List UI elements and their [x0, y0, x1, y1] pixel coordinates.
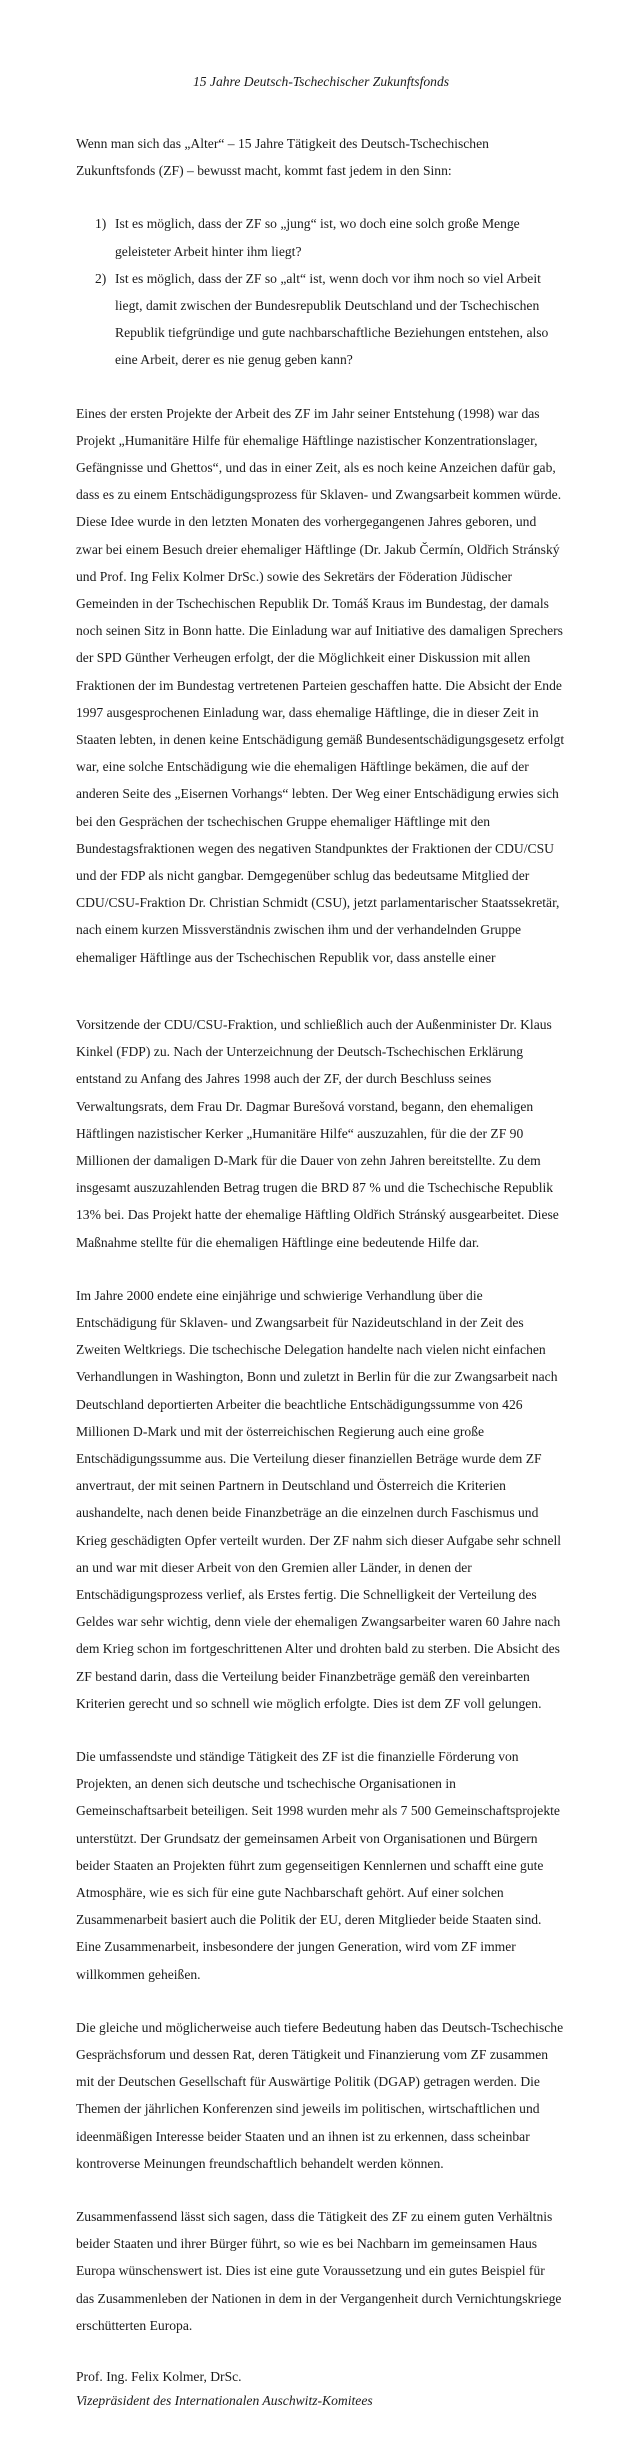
intro-text: Wenn man sich das „Alter“ – 15 Jahre Tätigkeit des Deutsch-Tschechischen Zukunftsfonds (ZF) – bewusst macht, kommt fast jedem in den Sinn:	[76, 136, 489, 179]
paragraph-2	[76, 1011, 566, 1256]
question-number: 1)	[95, 216, 107, 232]
paragraph-text: Vorsitzende der CDU/CSU-Fraktion, und schließlich auch der Außenminister Dr. Klaus Kinkel (FDP) zu. Nach der Unterzeichnung der Deutsch-Tschechischen Erklärung entstand zu Anfang des Jahres 1998 auch der ZF, der durch Beschluss seines Verwaltungsrats, dem Frau Dr. Dagmar Burešová vorstand, begann, den ehemaligen Häftlingen nazistischer Kerker „Humanitäre Hilfe“ auszuzahlen, für die der ZF 90 Millionen der damaligen D-Mark für die Dauer von zehn Jahren bereitstellte. Zu dem insgesamt auszuzahlenden Betrag trugen die BRD 87 % und die Tschechische Republik 13% bei. Das Projekt hatte der ehemalige Häftling Oldřich Stránský ausgearbeitet. Diese Maßnahme stellte für die ehemaligen Häftlinge eine bedeutende Hilfe dar.	[76, 1016, 559, 1250]
signature-name: Prof. Ing. Felix Kolmer, DrSc.	[76, 2369, 242, 2385]
paragraph-text: Eines der ersten Projekte der Arbeit des ZF im Jahr seiner Entstehung (1998) war das Projekt „Humanitäre Hilfe für ehemalige Häftlinge nazistischer Konzentrationslager, Gefängnisse und Ghettos“, und das in einer Zeit, als es noch keine Anzeichen dafür gab, dass es zu einem Entschädigungsprozess für Sklaven- und Zwangsarbeit kommen würde. Diese Idee wurde in den letzten Monaten des vorhergegangenen Jahres geboren, und zwar bei einem Besuch dreier ehemaliger Häftlinge (Dr. Jakub Čermín, Oldřich Stránský und Prof. Ing Felix Kolmer DrSc.) sowie des Sekretärs der Föderation Jüdischer Gemeinden in der Tschechischen Republik Dr. Tomáš Kraus im Bundestag, der damals noch seinen Sitz in Bonn hatte. Die Einladung war auf Initiative des damaligen Sprechers der SPD Günther Verheugen erfolgt, der die Möglichkeit einer Diskussion mit allen Fraktionen der im Bundestag vertretenen Parteien geschaffen hatte. Die Absicht der Ende 1997 ausgesprochenen Einladung war, dass ehemalige Häftlinge, die in dieser Zeit in Staaten lebten, in denen keine Entschädigung gemäß Bundesentschädigungsgesetz erfolgt war, eine solche Entschädigung wie die ehemaligen Häftlinge bekämen, die auf der anderen Seite des „Eisernen Vorhangs“ lebten. Der Weg einer Entschädigung erwies sich bei den Gesprächen der tschechischen Gruppe ehemaliger Häftlinge mit den Bundestagsfraktionen wegen des negativen Standpunktes der Fraktionen der CDU/CSU und der FDP als nicht gangbar. Demgegenüber schlug das bedeutsame Mitglied der CDU/CSU-Fraktion Dr. Christian Schmidt (CSU), jetzt parlamentarischer Staatssekretär, nach einem kurzen Missverständnis zwischen ihm und der verhandelnden Gruppe ehemaliger Häftlinge aus der Tschechischen Republik vor, dass anstelle einer	[76, 405, 565, 965]
question-text: Ist es möglich, dass der ZF so „jung“ ist, wo doch eine solch große Menge geleisteter Arbeit hinter ihm liegt?	[115, 216, 520, 259]
paragraph-1	[76, 400, 566, 971]
signature-role: Vizepräsident des Internationalen Auschwitz-Komitees	[76, 2393, 373, 2409]
paragraph-text: Zusammenfassend lässt sich sagen, dass die Tätigkeit des ZF zu einem guten Verhältnis beider Staaten und ihrer Bürger führt, so wie es bei Nachbarn im gemeinsamen Haus Europa wünschenswert ist. Dies ist eine gute Voraussetzung und ein gutes Beispiel für das Zusammenleben der Nationen in dem in der Vergangenheit durch Vernichtungskriege erschütterten Europa.	[76, 2209, 562, 2333]
paragraph-4	[76, 1743, 566, 1988]
question-number: 2)	[95, 270, 107, 286]
intro-paragraph	[76, 130, 566, 184]
paragraph-text: Die gleiche und möglicherweise auch tiefere Bedeutung haben das Deutsch-Tschechische Gesprächsforum und dessen Rat, deren Tätigkeit und Finanzierung vom ZF zusammen mit der Deutschen Gesellschaft für Auswärtige Politik (DGAP) getragen werden. Die Themen der jährlichen Konferenzen sind jeweils im politischen, wirtschaftlichen und ideenmäßigen Interesse beider Staaten und an ihnen ist zu erkennen, dass scheinbar kontroverse Meinungen freundschaftlich behandelt werden können.	[76, 2019, 564, 2171]
paragraph-text: Die umfassendste und ständige Tätigkeit des ZF ist die finanzielle Förderung von Projekten, an denen sich deutsche und tschechische Organisationen in Gemeinschaftsarbeit beteiligen. Seit 1998 wurden mehr als 7 500 Gemeinschaftsprojekte unterstützt. Der Grundsatz der gemeinsamen Arbeit von Organisationen und Bürgern beider Staaten an Projekten führt zum gegenseitigen Kennlernen und schafft eine gute Atmosphäre, wie es sich für eine gute Nachbarschaft gehört. Auf einer solchen Zusammenarbeit basiert auch die Politik der EU, deren Mitglieder beide Staaten sind. Eine Zusammenarbeit, insbesondere der jungen Generation, wird vom ZF immer willkommen geheißen.	[76, 1748, 560, 1982]
question-text: Ist es möglich, dass der ZF so „alt“ ist, wenn doch vor ihm noch so viel Arbeit liegt, damit zwischen der Bundesrepublik Deutschland und der Tschechischen Republik tiefgründige und gute nachbarschaftliche Beziehungen entstehen, also eine Arbeit, derer es nie genug geben kann?	[115, 270, 549, 368]
document-title: 15 Jahre Deutsch-Tschechischer Zukunftsfonds	[192, 74, 450, 89]
paragraph-3	[76, 1282, 566, 1717]
paragraph-5	[76, 2014, 566, 2177]
question-list	[76, 210, 566, 373]
signature-block	[76, 2365, 566, 2413]
paragraph-text: Im Jahre 2000 endete eine einjährige und schwierige Verhandlung über die Entschädigung für Sklaven- und Zwangsarbeit für Nazideutschland in der Zeit des Zweiten Weltkriegs. Die tschechische Delegation handelte nach vielen nicht einfachen Verhandlungen in Washington, Bonn und zuletzt in Berlin für die zur Zwangsarbeit nach Deutschland deportierten Arbeiter die beachtliche Entschädigungssumme von 426 Millionen D-Mark und mit der österreichischen Regierung auch eine große Entschädigungssumme aus. Die Verteilung dieser finanziellen Beträge wurde dem ZF anvertraut, der mit seinen Partnern in Deutschland und Österreich die Kriterien aushandelte, nach denen beide Finanzbeträge an die einzelnen durch Faschismus und Krieg geschädigten Opfer verteilt wurden. Der ZF nahm sich dieser Aufgabe sehr schnell an und war mit dieser Arbeit von den Gremien aller Länder, in denen der Entschädigungsprozess verlief, als Erstes fertig. Die Schnelligkeit der Verteilung des Geldes war sehr wichtig, denn viele der ehemaligen Zwangsarbeiter waren 60 Jahre nach dem Krieg schon im fortgeschrittenen Alter und drohten bald zu sterben. Die Absicht des ZF bestand darin, dass die Verteilung beider Finanzbeträge gemäß den vereinbarten Kriterien gerecht und so schnell wie möglich erfolgte. Dies ist dem ZF voll gelungen.	[76, 1287, 562, 1711]
question-item	[76, 210, 566, 264]
question-item	[76, 265, 566, 374]
document-page	[76, 0, 566, 2453]
paragraph-6	[76, 2203, 566, 2339]
